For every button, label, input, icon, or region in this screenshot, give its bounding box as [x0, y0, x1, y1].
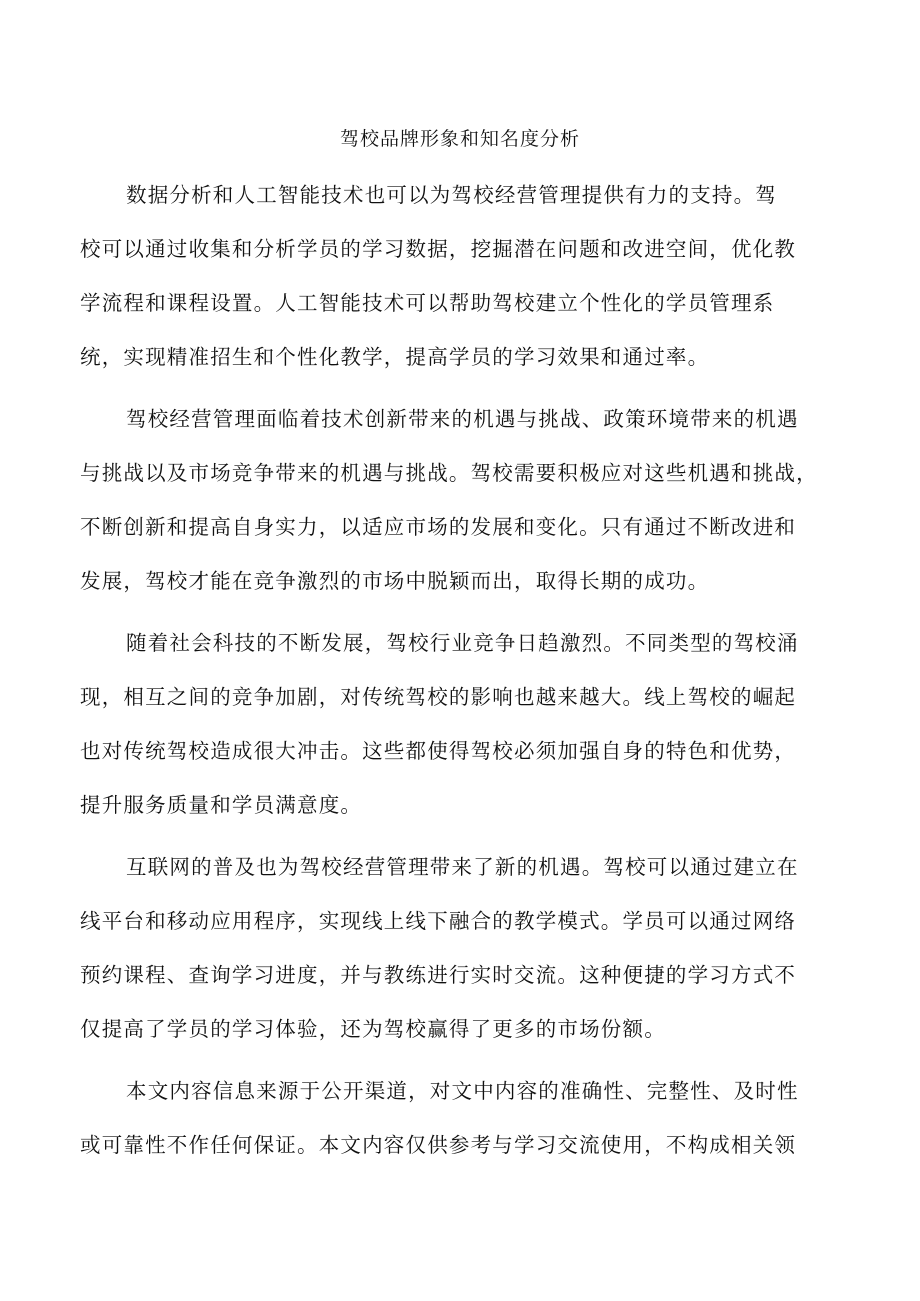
- paragraph-line: 本文内容信息来源于公开渠道，对文中内容的准确性、完整性、及时性: [126, 1079, 799, 1103]
- paragraph-line: 互联网的普及也为驾校经营管理带来了新的机遇。驾校可以通过建立在: [126, 855, 799, 879]
- paragraph-line: 数据分析和人工智能技术也可以为驾校经营管理提供有力的支持。驾: [126, 183, 777, 207]
- paragraph-line: 随着社会科技的不断发展，驾校行业竞争日趋激烈。不同类型的驾校涌: [126, 631, 799, 655]
- paragraph-line: 不断创新和提高自身实力，以适应市场的发展和变化。只有通过不断改进和: [80, 515, 797, 539]
- paragraph-line: 校可以通过收集和分析学员的学习数据，挖掘潜在问题和改进空间，优化教: [80, 237, 797, 261]
- paragraph-line: 发展，驾校才能在竞争激烈的市场中脱颖而出，取得长期的成功。: [80, 569, 710, 593]
- paragraph-2: [80, 392, 850, 608]
- paragraph-line: 预约课程、查询学习进度，并与教练进行实时交流。这种便捷的学习方式不: [80, 963, 797, 987]
- paragraph-line: 或可靠性不作任何保证。本文内容仅供参考与学习交流使用，不构成相关领: [80, 1133, 797, 1157]
- paragraph-line: 仅提高了学员的学习体验，还为驾校赢得了更多的市场份额。: [80, 1017, 666, 1041]
- paragraph-1: [80, 168, 850, 384]
- paragraph-line: 也对传统驾校造成很大冲击。这些都使得驾校必须加强自身的特色和优势，: [80, 739, 797, 763]
- paragraph-line: 现，相互之间的竞争加剧，对传统驾校的影响也越来越大。线上驾校的崛起: [80, 685, 797, 709]
- paragraph-line: 学流程和课程设置。人工智能技术可以帮助驾校建立个性化的学员管理系: [80, 291, 775, 315]
- page-title: 驾校品牌形象和知名度分析: [339, 128, 580, 150]
- paragraph-line: 统，实现精准招生和个性化教学，提高学员的学习效果和通过率。: [80, 345, 710, 369]
- paragraph-3: [80, 616, 850, 832]
- paragraph-4: [80, 840, 850, 1056]
- paragraph-line: 线平台和移动应用程序，实现线上线下融合的教学模式。学员可以通过网络: [80, 909, 797, 933]
- paragraph-line: 提升服务质量和学员满意度。: [80, 793, 363, 817]
- paragraph-5: [80, 1064, 850, 1172]
- paragraph-line: 与挑战以及市场竞争带来的机遇与挑战。驾校需要积极应对这些机遇和挑战，: [80, 461, 818, 485]
- paragraph-line: 驾校经营管理面临着技术创新带来的机遇与挑战、政策环境带来的机遇: [126, 407, 799, 431]
